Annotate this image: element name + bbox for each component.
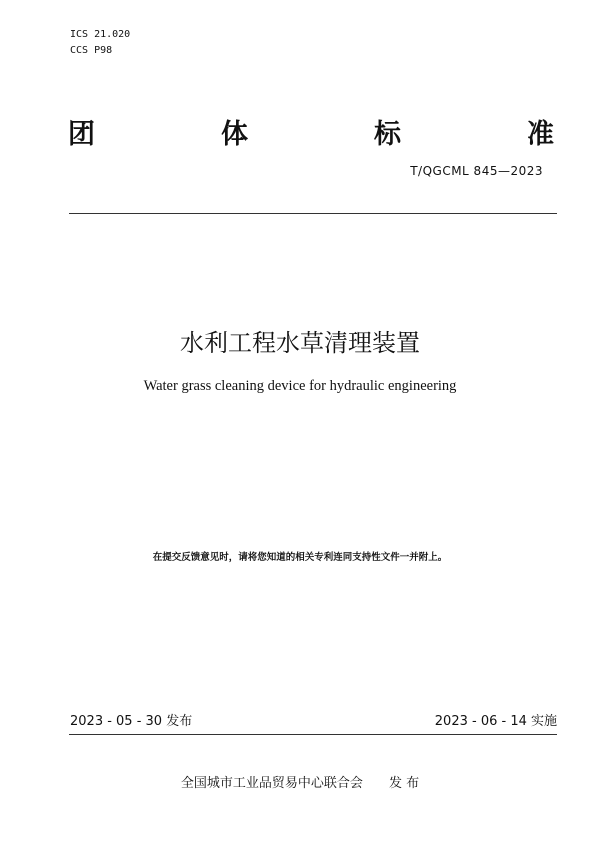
patent-notice: 在提交反馈意见时，请将您知道的相关专利连同支持性文件一并附上。 — [152, 552, 448, 563]
implementation-date: 2023 - 06 - 14 实施 — [434, 714, 557, 729]
standard-number: T/QGCML 845—2023 — [410, 164, 543, 178]
standard-type-char: 体 — [221, 118, 248, 150]
standard-type-heading — [68, 113, 554, 149]
publisher-name: 全国城市工业品贸易中心联合会 — [180, 776, 363, 791]
document-title-chinese: 水利工程水草清理装置 — [180, 329, 420, 357]
standard-type-char: 标 — [374, 118, 401, 150]
ics-code: ICS 21.020 — [70, 29, 131, 40]
publisher-line — [0, 775, 600, 793]
ccs-code: CCS P98 — [70, 45, 113, 56]
footer-divider — [69, 734, 557, 735]
standard-type-char: 准 — [527, 118, 554, 150]
standard-type-char: 团 — [68, 118, 95, 150]
publisher-action: 发 布 — [388, 776, 420, 791]
publication-date: 2023 - 05 - 30 发布 — [70, 714, 193, 729]
header-divider — [69, 213, 557, 214]
document-title-english: Water grass cleaning device for hydraulic engineering — [143, 378, 457, 394]
